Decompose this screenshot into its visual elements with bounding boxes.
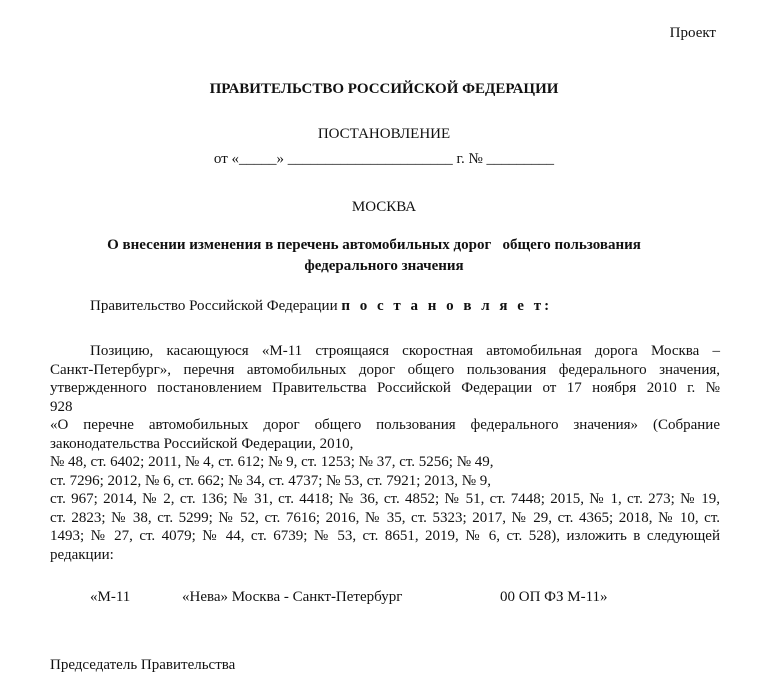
signature-line: Председатель Правительства <box>50 657 236 673</box>
decree-body <box>50 342 720 564</box>
body-line: «О перечне автомобильных дорог общего пользования федерального значения» (Собрание <box>50 417 720 433</box>
body-line: ст. 7296; 2012, № 6, ст. 662; № 34, ст. 4737; № 53, ст. 7921; 2013, № 9, <box>50 472 492 489</box>
road-entry-name: «Нева» Москва - Санкт-Петербург <box>182 589 403 605</box>
decree-subject: Правительство Российской Федерации <box>90 298 338 314</box>
date-number-line: от «_____» ______________________ г. № _________ <box>213 151 555 167</box>
body-line: № 48, ст. 6402; 2011, № 4, ст. 612; № 9, ст. 1253; № 37, ст. 5256; № 49, <box>50 454 494 470</box>
decree-statement <box>90 298 552 315</box>
body-line: 928 <box>50 398 73 415</box>
body-line: ст. 2823; № 38, ст. 5299; № 52, ст. 7616; 2016, № 35, ст. 5323; 2017, № 29, ст. 4365; 2018, № 10, ст. <box>50 509 720 526</box>
draft-label: Проект <box>669 25 716 41</box>
government-heading: ПРАВИТЕЛЬСТВО РОССИЙСКОЙ ФЕДЕРАЦИИ <box>209 81 559 97</box>
city: МОСКВА <box>351 199 417 215</box>
body-line: 1493; № 27, ст. 4079; № 44, ст. 6739; № 53, ст. 8651, 2019, № 6, ст. 528), изложить в следующей <box>50 528 720 544</box>
road-entry-code: «М-11 <box>90 589 131 605</box>
decree-verb: п о с т а н о в л я е т: <box>341 298 553 314</box>
body-line: законодательства Российской Федерации, 2010, <box>50 435 354 452</box>
body-line: утвержденного постановлением Правительства Российской Федерации от 17 ноября 2010 г. № <box>50 380 720 396</box>
body-line: Санкт-Петербург», перечня автомобильных дорог общего пользования федерального значения, <box>50 361 720 378</box>
body-line: ст. 967; 2014, № 2, ст. 136; № 31, ст. 4418; № 36, ст. 4852; № 51, ст. 7448; 2015, № 1, ст. 273; № 19, <box>50 491 720 507</box>
road-entry-id: 00 ОП ФЗ М-11» <box>500 589 608 605</box>
body-line: Позицию, касающуюся «М-11 строящаяся скоростная автомобильная дорога Москва – <box>90 343 720 359</box>
document-type: ПОСТАНОВЛЕНИЕ <box>317 126 451 142</box>
body-line: редакции: <box>50 546 114 563</box>
document-title-line-2: федерального значения <box>304 258 464 274</box>
document-title-line-1: О внесении изменения в перечень автомобильных дорог общего пользования <box>107 237 641 253</box>
